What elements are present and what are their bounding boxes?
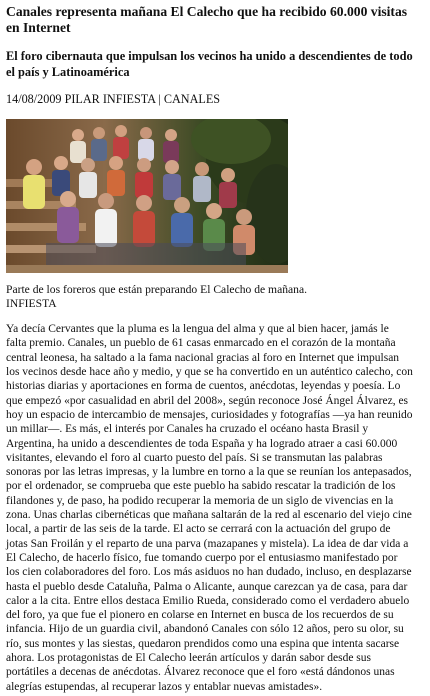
body-line: falta premio. Canales, un pueblo de 61 casas enmarcado en el corazón de la montaña	[6, 337, 396, 350]
body-line: local, a partir de las seis de la tarde. El acto se cerrará con la actuación del grupo de	[6, 523, 391, 536]
body-line: zona. Unas charlas cibernéticas que mañana saltarán de la red al escenario del viejo cine	[6, 509, 412, 522]
body-line: Argentina, ha unido a descendientes de toda España y ha logrado atraer a casi 60.000	[6, 437, 398, 450]
article-subheadline: El foro cibernauta que impulsan los vecinos ha unido a descendientes de todo el país y Latinoamérica	[6, 49, 413, 79]
group-photo-image	[6, 119, 288, 273]
body-line: historias diarias y aportaciones en forma de cuentos, anécdotas, leyendas y poesía. Lo	[6, 380, 401, 393]
body-line: sonoras por las letras impresas, y la lumbre en torno a la que se reunían los antepasados,	[6, 466, 412, 479]
article-headline: Canales representa mañana El Calecho que ha recibido 60.000 visitas en Internet	[6, 4, 408, 35]
body-line: que empezó «por casualidad en abril del 2008», según reconoce José Ángel Álvarez, es	[6, 394, 409, 407]
photo-caption	[6, 283, 424, 310]
body-line: alegrías estupendas, al recuperar lazos y entablar nuevas amistades».	[6, 680, 323, 693]
photo-caption-line: Parte de los foreros que están preparando El Calecho de mañana.	[6, 283, 307, 296]
article-body	[6, 322, 424, 694]
body-line: visitantes, elevando el foro al cuarto puesto del país. Si se transmutan las palabras	[6, 451, 383, 464]
body-line: hasta el pueblo desde Cataluña, Palma o Alicante, aunque carezcan ya de casa, para dar	[6, 580, 408, 593]
body-line: por el ordenador, se comprueba que este pueblo ha sabido rescatar la tradición de los	[6, 480, 396, 493]
body-line: central leonesa, ha saltado a la fama nacional gracias al foro en Internet que impulsan	[6, 351, 400, 364]
body-line: filandones y, de paso, ha podido recuperar la memoria de un siglo de vivencias en la	[6, 494, 394, 507]
body-line: del foro, ya que fue el pionero en colarse en Internet en busca de los recuerdos de su	[6, 609, 394, 622]
article	[6, 4, 424, 694]
body-line: calor a la cita. Entre ellos destaca Emilio Rueda, considerado como el verdadero abuelo	[6, 594, 410, 607]
body-line: jotas San Froilán y el reparto de una parva (mazapanes y mistela). La idea de dar vida a	[6, 537, 409, 550]
body-line: un millar—. Es más, el interés por Canales ha cruzado el océano hasta Brasil y	[6, 423, 369, 436]
body-line: río, sus montes y las siestas, quedaron prendidos como una espina que intenta sacarse	[6, 637, 400, 650]
group-photo	[6, 119, 288, 273]
body-line: Ya decía Cervantes que la pluma es la lengua del alma y que al bien hacer, jamás le	[6, 323, 389, 336]
body-line: hoy un espacio de intercambio de mensajes, curiosidades y fotografías —ya han reunido	[6, 408, 413, 421]
photo-credit: INFIESTA	[6, 296, 57, 310]
body-line: infancia. Hijo de un guardia civil, abandonó Canales con sólo 12 años, pero su olor, su	[6, 623, 404, 636]
article-byline: 14/08/2009 PILAR INFIESTA | CANALES	[6, 92, 221, 106]
body-line: portátiles a decenas de anécdotas. Álvarez reconoce que el foro «está dándonos unas	[6, 666, 395, 679]
body-line: ahora. Los protagonistas de El Calecho leerán artículos y darán sabor desde sus	[6, 652, 372, 665]
body-line: El Calecho, de hacerlo físico, fue tomando cuerpo por el entusiasmo manifestado por	[6, 551, 398, 564]
body-line: los cien colaboradores del foro. Los más asiduos no han dudado, incluso, en desplazarse	[6, 566, 412, 579]
body-line: los vecinos desde hace año y medio, y que se ha convertido en un auténtico calecho, con	[6, 366, 413, 379]
